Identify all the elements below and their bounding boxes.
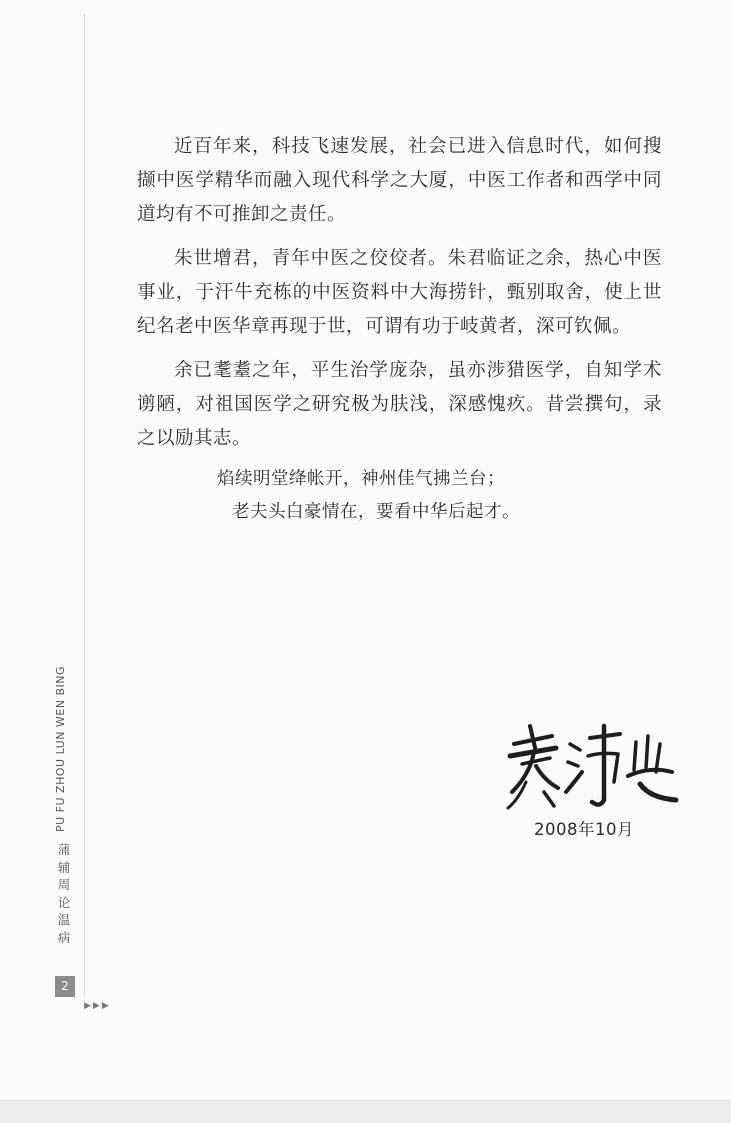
margin-dotted-rule bbox=[84, 14, 85, 996]
triangle-arrows-icon: ▶▶▶ bbox=[84, 1001, 111, 1011]
handwritten-signature bbox=[500, 722, 680, 814]
book-title-char: 温 bbox=[57, 912, 71, 927]
book-title-char: 病 bbox=[57, 929, 71, 945]
poem bbox=[137, 463, 662, 529]
paragraph-1: 近百年来，科技飞速发展，社会已进入信息时代，如何搜撷中医学精华而融入现代科学之大厦，中医工作者和西学中同道均有不可推卸之责任。 bbox=[137, 136, 662, 225]
page-number: 2 bbox=[55, 976, 75, 997]
book-title-char: 论 bbox=[57, 894, 71, 910]
poem-line-1: 焰续明堂绛帐开，神州佳气拂兰台； bbox=[217, 469, 505, 489]
poem-line-2: 老夫头白豪情在，要看中华后起才。 bbox=[232, 502, 520, 522]
book-title-cn bbox=[56, 841, 72, 946]
scan-bottom-edge bbox=[0, 1100, 731, 1123]
paragraph-2: 朱世增君，青年中医之佼佼者。朱君临证之余，热心中医事业，于汗牛充栋的中医资料中大海捞针，甄别取舍，使上世纪名老中医华章再现于世，可谓有功于岐黄者，深可钦佩。 bbox=[137, 248, 662, 337]
book-title-char: 蒲 bbox=[57, 842, 71, 857]
book-title-char: 辅 bbox=[57, 859, 71, 875]
preface-body bbox=[137, 130, 662, 529]
book-title-char: 周 bbox=[57, 877, 71, 892]
paragraph-3: 余已耄耋之年，平生治学庞杂，虽亦涉猎医学，自知学术谫陋，对祖国医学之研究极为肤浅，深感愧疚。昔尝撰句，录之以励其志。 bbox=[137, 360, 662, 449]
book-title-en: PU FU ZHOU LUN WEN BING bbox=[54, 665, 67, 832]
signature-date: 2008年10月 bbox=[534, 820, 634, 839]
